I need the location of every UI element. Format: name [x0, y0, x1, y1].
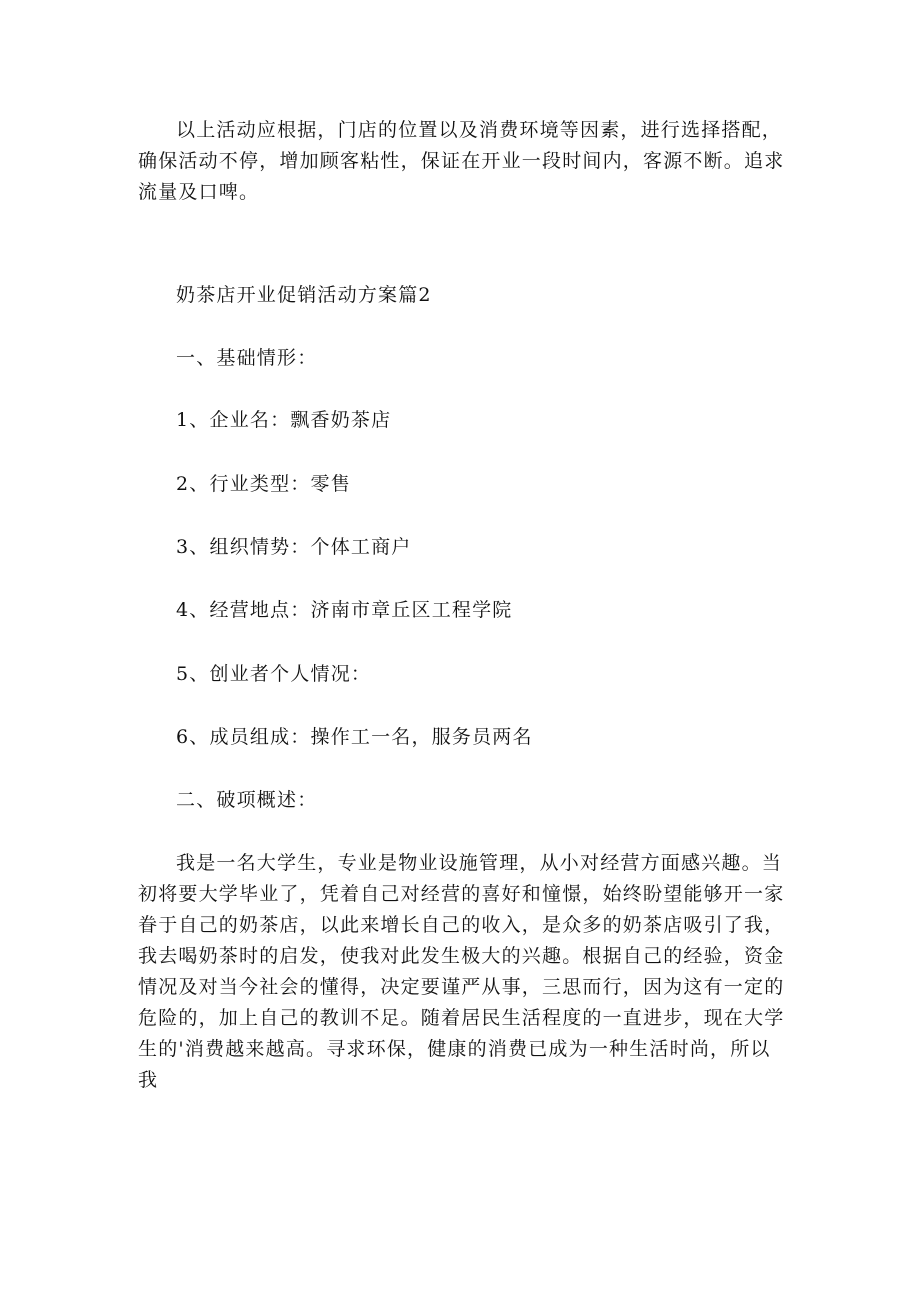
- heading-project-overview: 二、破项概述：: [176, 789, 318, 811]
- section-title: 奶茶店开业促销活动方案篇2: [176, 284, 432, 306]
- list-item-company-name: 1、企业名：飘香奶茶店: [176, 409, 392, 431]
- list-item-business-location: 4、经营地点：济南市章丘区工程学院: [176, 599, 513, 621]
- intro-paragraph: 以上活动应根据，门店的位置以及消费环境等因素，进行选择搭配，确保活动不停，增加顾客粘性，保证在开业一段时间内，客源不断。追求流量及口啤。: [138, 119, 785, 203]
- list-item-staff-composition: 6、成员组成：操作工一名，服务员两名: [176, 726, 533, 748]
- body-paragraph: 我是一名大学生，专业是物业设施管理，从小对经营方面感兴趣。当初将要大学毕业了，凭着自己对经营的喜好和憧憬，始终盼望能够开一家眷于自己的奶茶店，以此来增长自己的收入，是众多的奶茶店吸引了我，我去喝奶茶时的启发，使我对此发生极大的兴趣。根据自己的经验，资金情况及对当今社会的懂得，决定要谨严从事，三思而行，因为这有一定的危险的，加上自己的教训不足。随着居民生活程度的一直进步，现在大学生的'消费越来越高。寻求环保，健康的消费已成为一种生活时尚，所以我: [138, 852, 785, 1091]
- list-item-industry-type: 2、行业类型：零售: [176, 473, 351, 495]
- list-item-founder-info: 5、创业者个人情况：: [176, 663, 372, 685]
- heading-basic-situation: 一、基础情形：: [176, 347, 318, 369]
- list-item-organization-form: 3、组织情势：个体工商户: [176, 536, 412, 558]
